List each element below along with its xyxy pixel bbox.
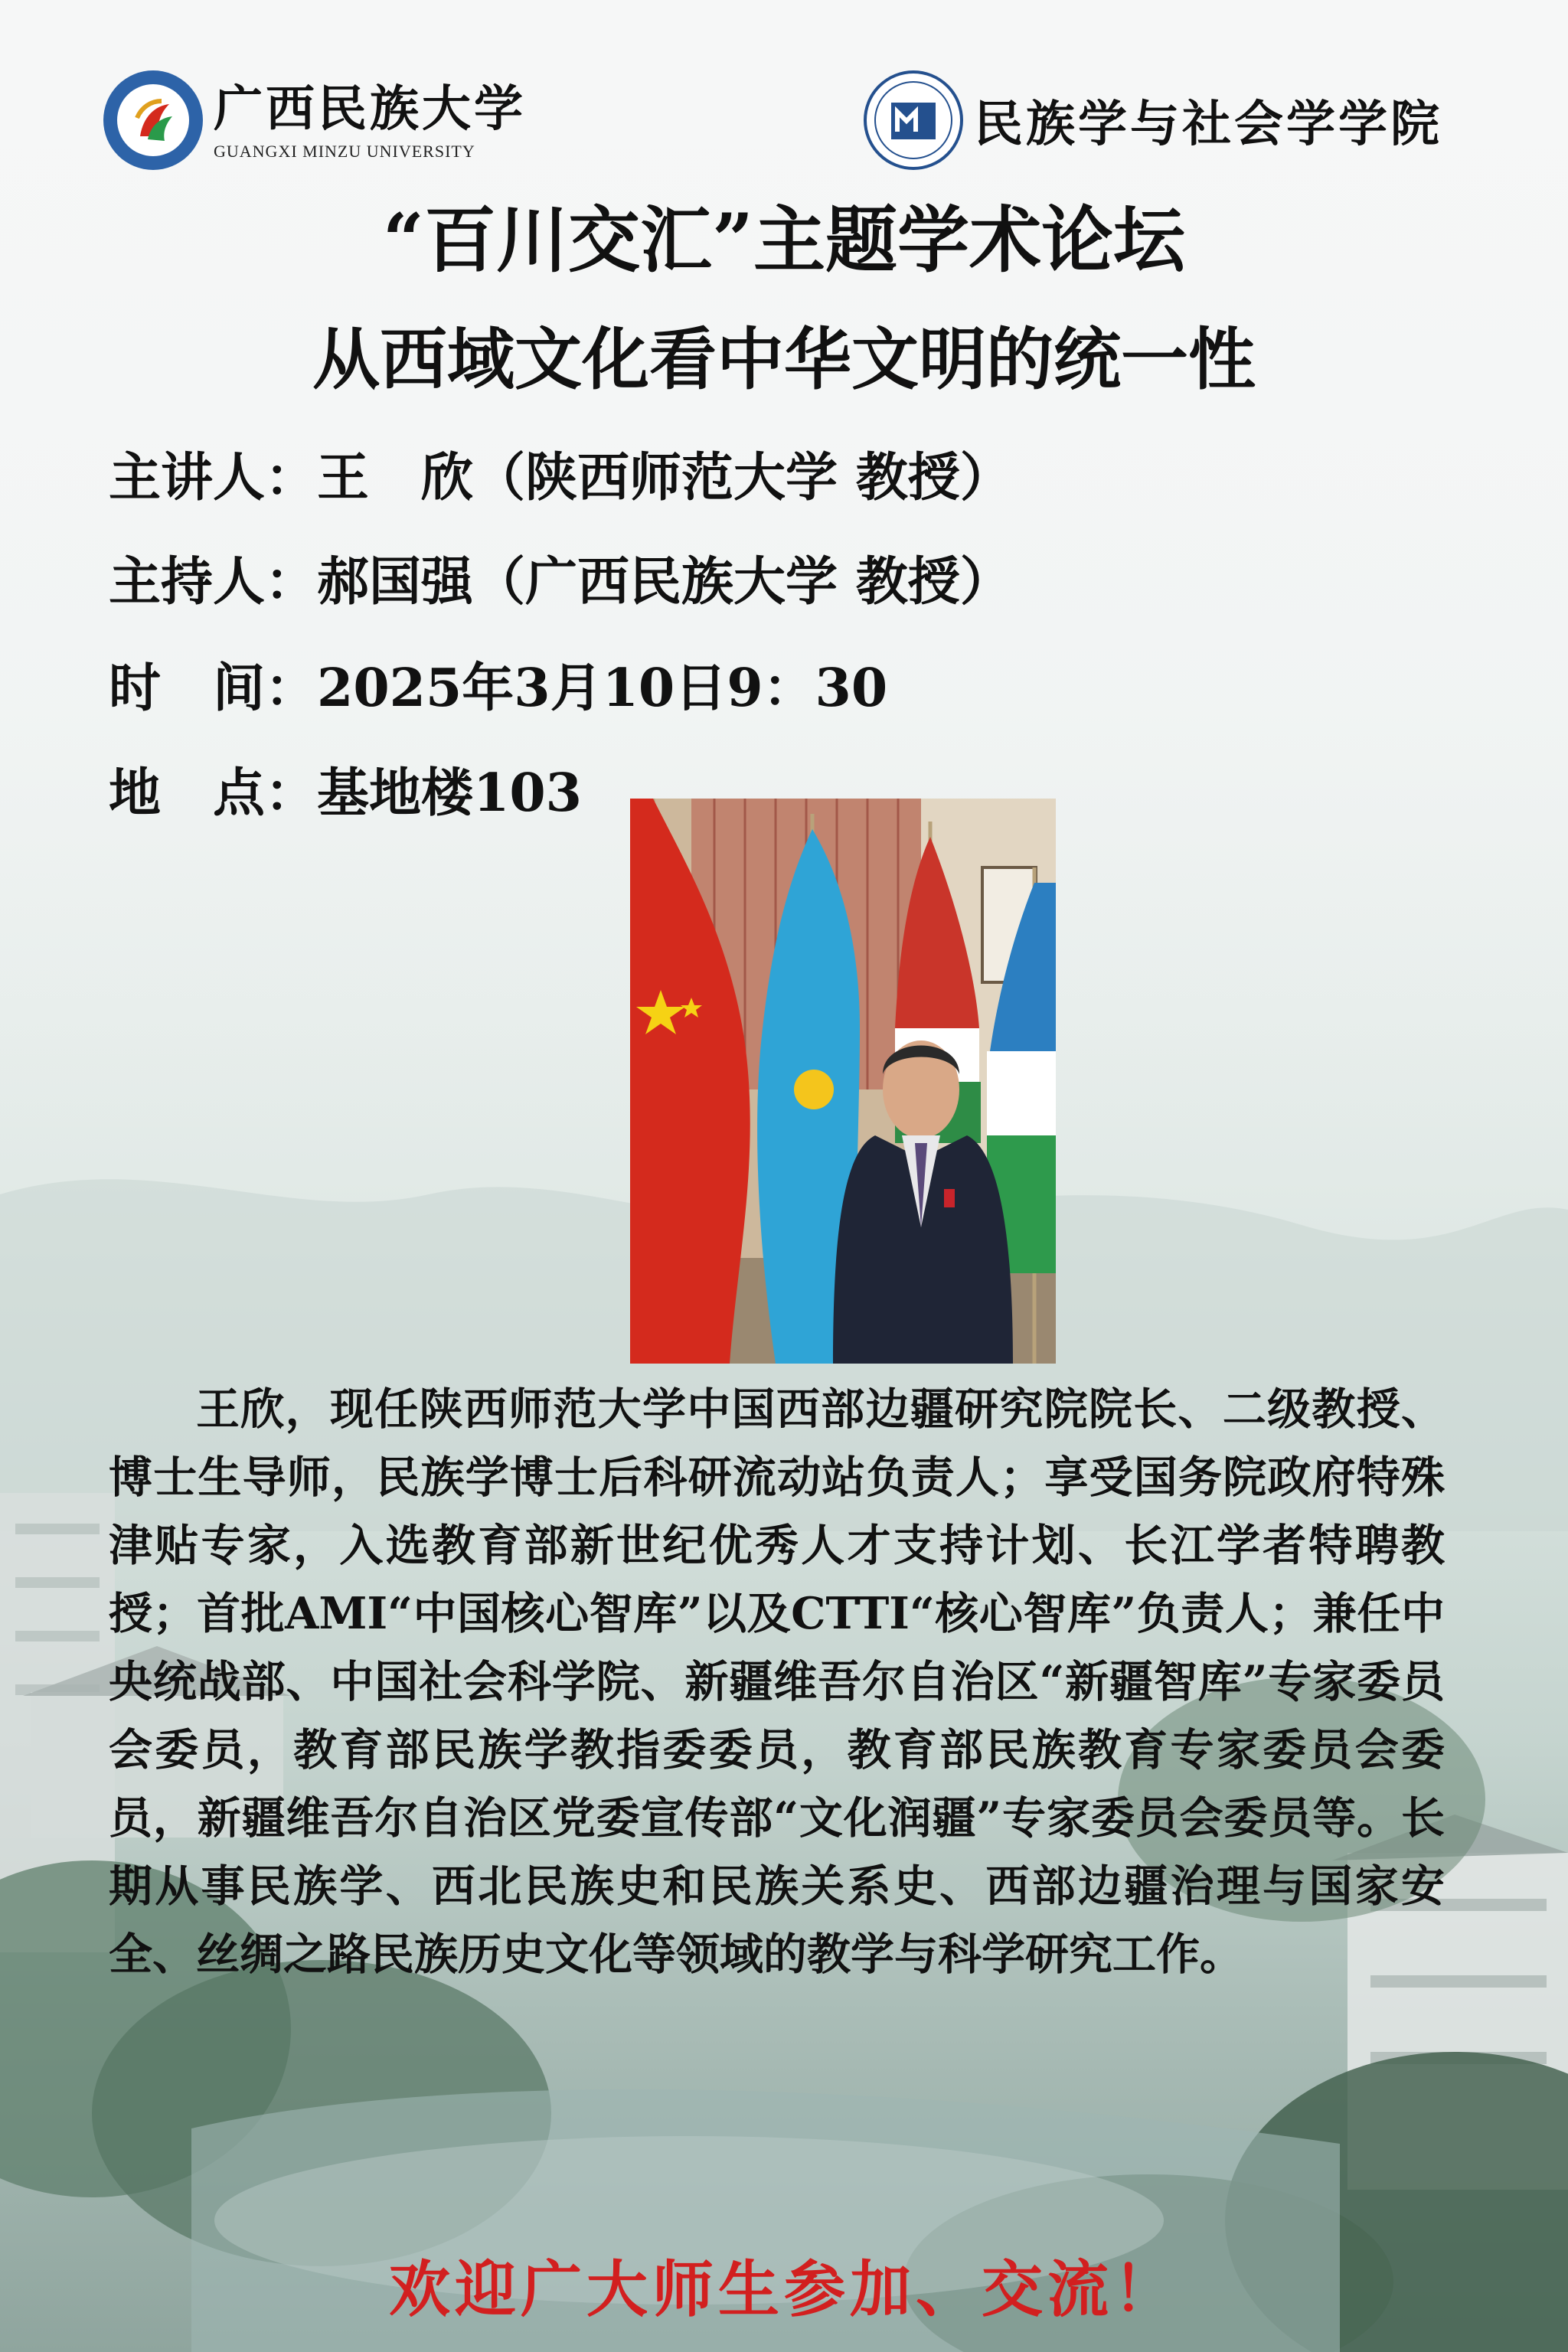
lecture-subtitle: 从西域文化看中华文明的统一性	[312, 319, 1256, 399]
guangxi-minzu-university-logo	[103, 70, 526, 170]
college-name-cn: 民族学与社会学学院	[974, 96, 1442, 153]
forum-title: “百川交汇”主题学术论坛	[382, 198, 1186, 283]
time-value: 2025年3月10日9：30	[317, 658, 888, 719]
speaker-label: 主讲人：	[109, 447, 318, 508]
host-value: 郝国强（广西民族大学 教授）	[317, 551, 1012, 612]
welcome-message: 欢迎广大师生参加、交流！	[389, 2253, 1179, 2325]
place-value: 基地楼103	[317, 763, 582, 824]
college-logo	[864, 70, 1442, 170]
place-label: 地 点：	[109, 763, 318, 824]
college-seal-icon	[864, 70, 963, 170]
university-name-en: GUANGXI MINZU UNIVERSITY	[214, 142, 475, 161]
time-label: 时 间：	[109, 658, 318, 719]
host-line	[109, 541, 1012, 615]
speaker-value: 王 欣（陕西师范大学 教授）	[317, 447, 1012, 508]
speaker-photo	[630, 799, 1056, 1364]
university-seal-icon	[103, 70, 203, 170]
host-label: 主持人：	[109, 551, 318, 612]
speaker-line	[109, 436, 1012, 511]
speaker-biography: 王欣，现任陕西师范大学中国西部边疆研究院院长、二级教授、博士生导师，民族学博士后科研流动站负责人；享受国务院政府特殊津贴专家，入选教育部新世纪优秀人才支持计划、长江学者特聘教授；首批AMI“中国核心智库”以及CTTI“核心智库”负责人；兼任中央统战部、中国社会科学院、新疆维吾尔自治区“新疆智库”专家委员会委员，教育部民族学教指委委员，教育部民族教育专家委员会委员，新疆维吾尔自治区党委宣传部“文化润疆”专家委员会委员等。长期从事民族学、西北民族史和民族关系史、西部边疆治理与国家安全、丝绸之路民族历史文化等领域的教学与科学研究工作。	[109, 1383, 1445, 1980]
university-name-cn: 广西民族大学	[214, 80, 526, 138]
time-line	[109, 647, 887, 721]
place-line	[109, 752, 582, 826]
